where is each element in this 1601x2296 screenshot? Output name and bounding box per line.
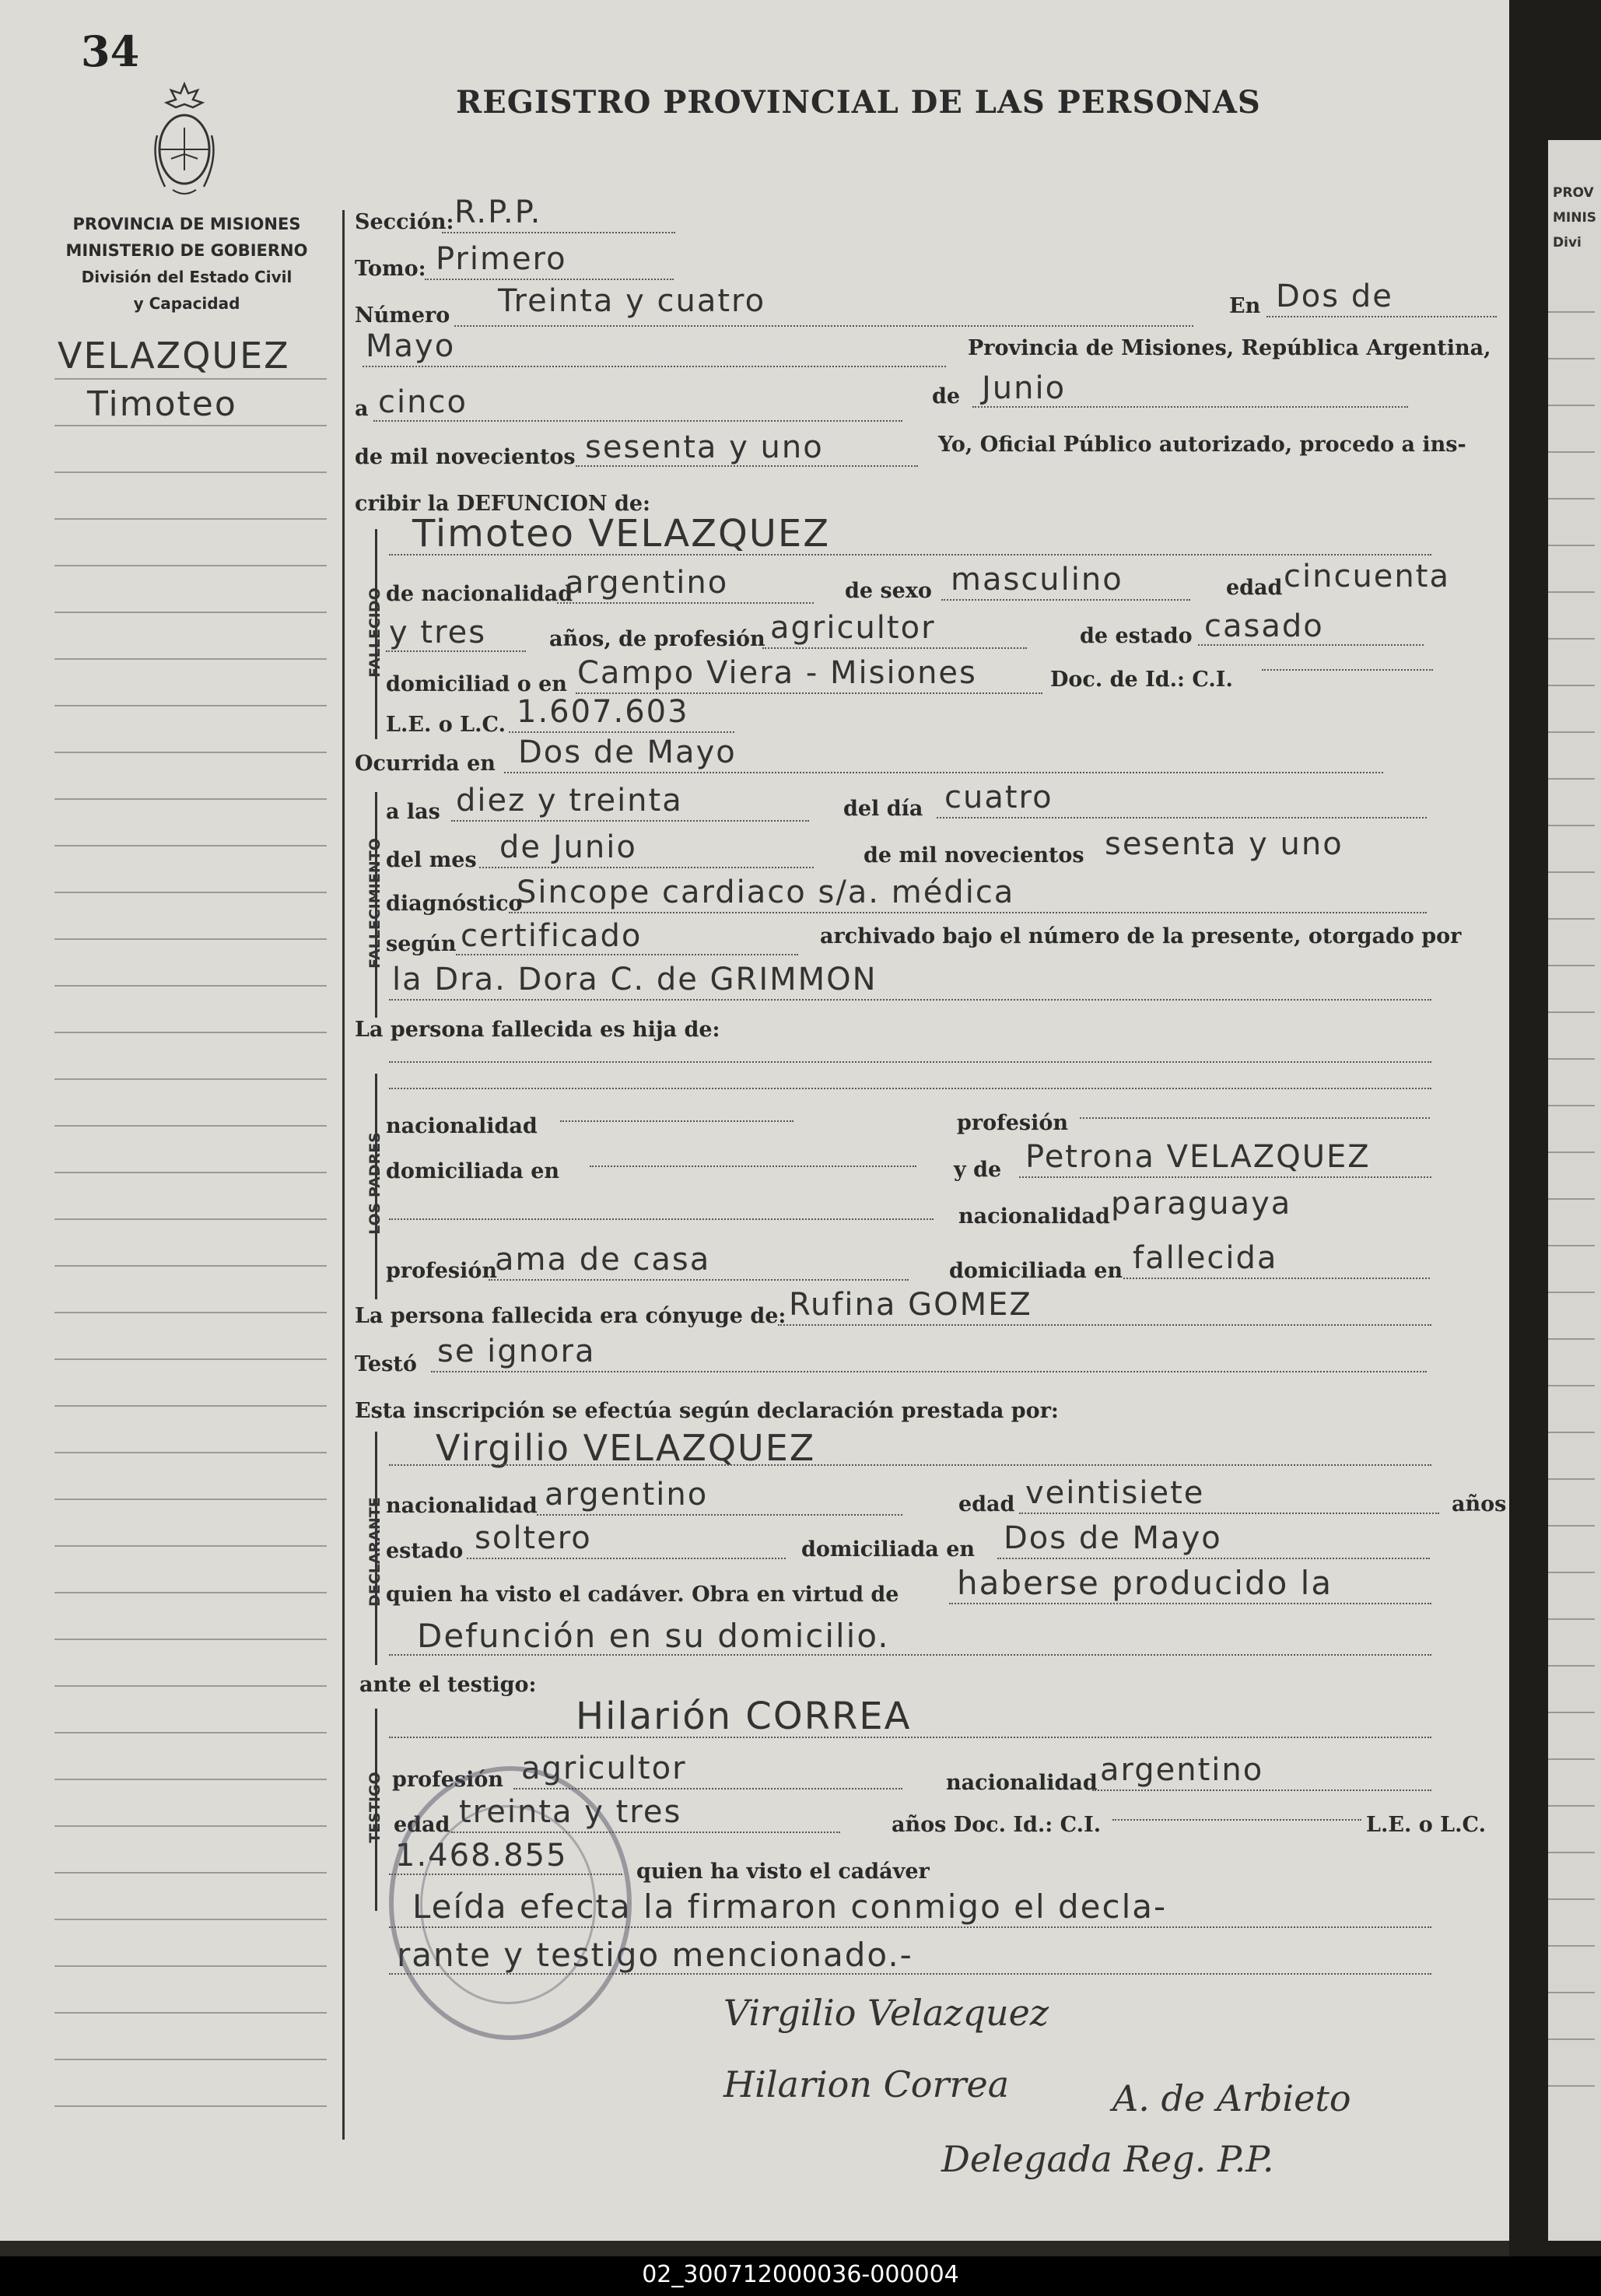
margin-column-divider: [342, 210, 345, 2140]
margin-given-name: Timoteo: [87, 384, 237, 424]
fallecido-edad-label: edad: [1226, 576, 1283, 600]
fallecido-nacionalidad: argentino: [565, 565, 729, 601]
fallecido-edad-cont: y tres: [389, 615, 487, 650]
argentine-coat-of-arms-icon: [149, 81, 219, 198]
fallecimiento-anio: sesenta y uno: [1105, 826, 1344, 862]
fallecido-anios-label: años, de profesión: [549, 627, 765, 651]
tomo-label: Tomo:: [355, 257, 426, 281]
tomo-value: Primero: [436, 241, 567, 277]
fallecido-le-label: L.E. o L.C.: [386, 713, 506, 737]
anio-label: de mil novecientos: [355, 445, 576, 469]
madre-profesion-label: profesión: [386, 1259, 498, 1283]
conyuge-label: La persona fallecida era cónyuge de:: [355, 1304, 786, 1328]
declarante-side-label: DECLARANTE: [366, 1497, 384, 1607]
signature-testigo: Hilarion Correa: [723, 2063, 1010, 2105]
fallecido-le: 1.607.603: [517, 694, 689, 730]
ocurrida-label: Ocurrida en: [355, 752, 496, 776]
testigo-intro: ante el testigo:: [359, 1673, 537, 1697]
declarante-name: Virgilio VELAZQUEZ: [436, 1427, 816, 1469]
fallecimiento-side-label: FALLECIMIENTO: [366, 838, 384, 969]
dia-value: cuatro: [944, 780, 1053, 815]
de-label: de: [932, 384, 961, 408]
signature-oficial: A. de Arbieto: [1112, 2077, 1351, 2119]
closing-line-1: Leída efecta la firmaron conmigo el decla-: [412, 1888, 1168, 1926]
issuer-division: División del Estado Civil: [81, 268, 293, 286]
testigo-profesion: agricultor: [521, 1751, 687, 1786]
issuer-capacity: y Capacidad: [133, 294, 240, 313]
numero-label: Número: [355, 303, 450, 328]
testo-label: Testó: [355, 1352, 417, 1376]
place-value: Mayo: [366, 328, 456, 364]
segun-value: certificado: [461, 918, 643, 954]
fallecido-doc-label: Doc. de Id.: C.I.: [1050, 668, 1233, 692]
testigo-nacionalidad: argentino: [1100, 1752, 1264, 1788]
padre-profesion-label: profesión: [957, 1111, 1069, 1135]
declarante-edad: veintisiete: [1025, 1475, 1205, 1511]
medico-value: la Dra. Dora C. de GRIMMON: [392, 962, 878, 997]
testigo-edad-label: edad: [394, 1813, 450, 1837]
madre-domicilio: fallecida: [1133, 1240, 1278, 1276]
declarante-visto-text: quien ha visto el cadáver. Obra en virtud de: [386, 1583, 899, 1607]
testigo-nacionalidad-label: nacionalidad: [946, 1771, 1098, 1795]
declarante-estado: soltero: [475, 1520, 592, 1556]
official-seal-inner-ring: [420, 1805, 596, 2004]
fallecido-domicilio: Campo Viera - Misiones: [577, 655, 977, 691]
segun-label: según: [386, 932, 457, 956]
fallecido-nacionalidad-label: de nacionalidad: [386, 582, 573, 606]
fallecido-sexo-label: de sexo: [845, 579, 932, 603]
a-value: cinco: [378, 384, 468, 420]
declarante-nacionalidad-label: nacionalidad: [386, 1494, 538, 1518]
neighbor-page-edge: [1548, 140, 1601, 2241]
de-value: Junio: [982, 370, 1067, 406]
padre-domicilio-label: domiciliada en: [386, 1159, 560, 1183]
diagnostico-value: Sincope cardiaco s/a. médica: [517, 875, 1015, 910]
signature-oficial-title: Delegada Reg. P.P.: [941, 2138, 1274, 2180]
a-label: a: [355, 397, 369, 421]
testigo-le: 1.468.855: [395, 1838, 568, 1874]
neighbor-text-2: MINIS: [1553, 210, 1597, 226]
madre-label: y de: [954, 1158, 1002, 1182]
testigo-visto-text: quien ha visto el cadáver: [636, 1860, 930, 1884]
fallecimiento-anio-label: de mil novecientos: [864, 843, 1084, 868]
seccion-value: R.P.P.: [454, 195, 542, 230]
en-label: En: [1229, 294, 1261, 318]
neighbor-text-1: PROV: [1553, 185, 1594, 201]
numero-value: Treinta y cuatro: [498, 283, 766, 319]
declarante-virtud-cont: Defunción en su domicilio.: [417, 1617, 890, 1655]
fallecido-estado: casado: [1204, 608, 1324, 644]
declaracion-text: Esta inscripción se efectúa según declaración prestada por:: [355, 1399, 1059, 1423]
testigo-side-label: TESTIGO: [366, 1772, 384, 1843]
madre-profesion: ama de casa: [495, 1242, 711, 1278]
neighbor-text-3: Divi: [1553, 235, 1582, 251]
fallecido-side-label: FALLECIDO: [366, 587, 384, 678]
conyuge-value: Rufina GOMEZ: [789, 1287, 1032, 1323]
issuer-ministry: MINISTERIO DE GOBIERNO: [65, 241, 308, 260]
mes-value: de Junio: [499, 829, 637, 865]
archivado-text: archivado bajo el número de la presente, otorgado por: [820, 924, 1462, 948]
closing-line-2: rante y testigo mencionado.-: [397, 1936, 913, 1974]
declarante-virtud: haberse producido la: [957, 1564, 1333, 1602]
madre-nacionalidad-label: nacionalidad: [958, 1204, 1110, 1229]
declarante-nacionalidad: argentino: [545, 1477, 709, 1513]
testigo-name: Hilarión CORREA: [576, 1695, 912, 1738]
anio-value: sesenta y uno: [585, 429, 824, 465]
fallecido-name: Timoteo VELAZQUEZ: [412, 512, 831, 556]
fallecido-domicilio-label: domiciliad o en: [386, 672, 567, 696]
testigo-profesion-label: profesión: [392, 1768, 504, 1792]
testigo-edad: treinta y tres: [459, 1794, 682, 1830]
seccion-label: Sección:: [355, 210, 454, 234]
declarante-anios-label: años: [1452, 1492, 1507, 1516]
provincia-text: Provincia de Misiones, República Argentina,: [968, 336, 1491, 360]
fallecido-estado-label: de estado: [1080, 624, 1193, 648]
declarante-domicilio-label: domiciliada en: [801, 1537, 976, 1562]
padre-nacionalidad-label: nacionalidad: [386, 1114, 538, 1138]
signature-declarante: Virgilio Velazquez: [723, 1992, 1049, 2034]
fallecido-sexo: masculino: [951, 562, 1123, 598]
declarante-estado-label: estado: [386, 1539, 464, 1563]
image-caption: 02_300712000036-000004: [642, 2261, 959, 2288]
ocurrida-value: Dos de Mayo: [518, 734, 737, 770]
testo-value: se ignora: [437, 1334, 596, 1369]
madre-nacionalidad: paraguaya: [1111, 1186, 1292, 1222]
padres-side-label: LOS PADRES: [366, 1132, 384, 1235]
fallecido-profesion: agricultor: [770, 610, 936, 646]
hija-text: La persona fallecida es hija de:: [355, 1018, 720, 1042]
issuer-province: PROVINCIA DE MISIONES: [72, 215, 301, 233]
hora-label: a las: [386, 800, 440, 824]
madre-value: Petrona VELAZQUEZ: [1025, 1139, 1371, 1175]
mes-label: del mes: [386, 848, 477, 872]
hora-value: diez y treinta: [456, 783, 683, 818]
testigo-le-label: L.E. o L.C.: [1366, 1813, 1486, 1837]
page-number: 34: [81, 26, 140, 76]
yo-text: Yo, Oficial Público autorizado, procedo a ins-: [938, 433, 1466, 457]
declarante-edad-label: edad: [958, 1492, 1015, 1516]
diagnostico-label: diagnóstico: [386, 892, 523, 916]
testigo-anios-label: años Doc. Id.: C.I.: [892, 1813, 1102, 1837]
declarante-domicilio: Dos de Mayo: [1004, 1520, 1222, 1556]
inscribir-text: cribir la DEFUNCION de:: [355, 492, 650, 516]
margin-surname: VELAZQUEZ: [58, 335, 290, 377]
dia-label: del día: [843, 797, 923, 821]
fallecido-edad: cincuenta: [1284, 559, 1450, 594]
madre-domicilio-label: domiciliada en: [949, 1259, 1123, 1283]
document-title: REGISTRO PROVINCIAL DE LAS PERSONAS: [456, 84, 1261, 121]
en-value: Dos de: [1276, 279, 1393, 314]
